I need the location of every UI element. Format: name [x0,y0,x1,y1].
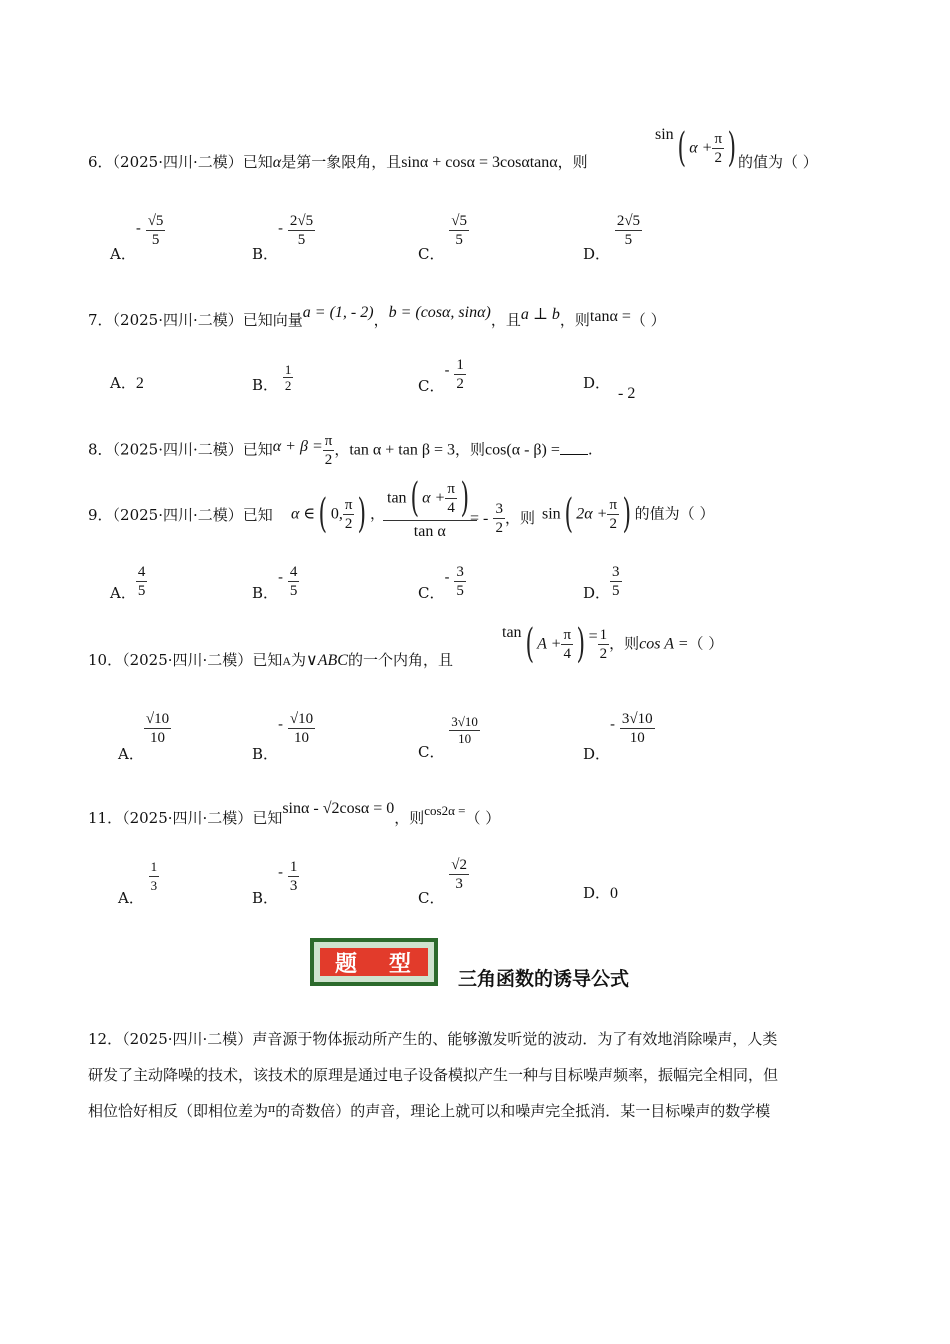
text: ，则 [394,809,425,827]
fraction [454,563,466,600]
option-label: A． [110,374,136,392]
q11-option-c[interactable] [418,856,469,907]
sign: - [278,218,284,237]
math: α [272,154,282,171]
section-badge [310,938,438,986]
denominator: 2 [609,515,618,532]
text: （ ） [465,809,501,827]
text: ，则 [559,311,590,329]
option-label: C． [418,888,445,907]
q11-option-a[interactable] [118,858,159,907]
fraction [493,500,505,537]
text: 相位恰好相反（即相位差为 [88,1102,269,1120]
numerator: π [714,130,723,147]
denominator: 5 [624,232,633,248]
numerator: √5 [147,213,164,229]
fraction [449,212,469,249]
fraction [144,710,171,747]
numerator: √10 [145,711,170,727]
denominator: 2 [284,378,292,393]
q9-option-b[interactable] [252,563,299,600]
math: A [282,654,291,668]
numerator: √10 [289,711,314,727]
sign: - [610,714,616,733]
numerator: π [609,496,618,513]
numerator: π [344,496,353,513]
text: 的值为（ ） [634,504,715,523]
math: sinα - √2cosα = 0 [282,800,395,817]
paren: ( [677,125,686,171]
denominator: 10 [294,730,309,746]
option-value: - 2 [618,385,636,402]
q10-expression [502,621,724,667]
math: π [268,1102,276,1115]
math: cos(α - β) = [485,441,560,459]
question-11 [88,800,501,829]
fraction [146,212,166,249]
text: ，则 [609,634,640,653]
math: tanα = [589,308,631,325]
option-label: B． [252,744,279,763]
numerator: 2√5 [616,213,641,229]
option-label: B． [252,583,279,602]
question-10 [88,650,453,671]
badge-char: 题 [334,951,359,977]
option-label: A． [110,583,136,602]
paragraph-line [88,1093,858,1131]
fraction [136,563,148,600]
text: 为 [291,651,307,669]
option-label: A． [118,744,144,763]
denominator: 5 [151,232,160,248]
denominator: 10 [149,730,165,746]
fraction [615,212,642,249]
question-number: 12． [88,1030,123,1048]
numerator: 2√5 [289,213,314,229]
fraction [288,710,315,747]
math: a ⊥ b [520,306,560,323]
question-source: （2025·四川·二模） [112,311,243,329]
q11-option-b[interactable] [252,858,299,907]
option-label: D． [583,744,611,763]
numerator: π [447,480,455,497]
section-title: 三角函数的诱导公式 [458,968,630,990]
numerator: 3√10 [451,714,478,729]
q9-option-d[interactable] [583,563,622,600]
numerator: 4 [137,564,146,580]
sign: - [444,567,450,586]
paren: ) [727,125,737,171]
math: = [588,627,598,645]
denominator: 3 [150,878,158,893]
text: ，且 [490,311,521,329]
paren: ( [318,491,328,537]
q10-option-b[interactable] [252,710,315,763]
numerator: 3 [456,564,464,580]
text: （ ） [630,311,666,329]
paren: ) [460,475,470,521]
fraction [288,212,315,249]
fraction [149,858,160,895]
fraction [323,432,335,469]
paren: ) [357,491,367,537]
paren: ( [564,491,573,537]
q10-option-c[interactable] [418,714,480,761]
denominator: 2 [344,515,353,532]
math: tan α [413,523,446,540]
numerator: 1 [149,858,160,877]
question-source: （2025·四川·二模） [112,440,243,459]
text: ， [373,311,389,329]
math-equation: sinα + cosα = 3cosαtanα [401,154,558,171]
question-source: （2025·四川·二模） [122,651,253,669]
denominator: 2 [456,376,464,392]
paren: ) [622,491,632,537]
paren: ) [576,621,586,667]
numerator: 3√10 [621,711,653,727]
q9-interval: α ∈( 0, $\frac{\pi}{2}$ ) ， [291,491,386,537]
fraction [445,480,457,517]
sign: - [278,862,284,881]
question-9 [88,505,273,525]
fraction [288,563,300,600]
q7-option-a[interactable] [110,372,144,393]
question-8: 8．（2025·四川·二模）已知α + β = $\frac{\pi}{2}$ ，tan α + tan β = 3，则cos(α - β) = . [88,433,593,468]
q9-rhs [470,500,535,537]
fraction [343,496,355,533]
paragraph-line [88,1021,858,1057]
numerator: 1 [289,859,298,875]
option-label: C． [418,742,445,761]
text: 的一个内角，且 [347,651,453,669]
math: A + [537,635,562,653]
question-number: 6． [88,153,113,171]
numerator: 3 [495,501,503,517]
question-source: （2025·四川·二模） [122,1030,253,1048]
math: tan α + tan β = 3 [349,441,456,459]
denominator: 4 [447,499,455,516]
q10-option-a[interactable] [118,710,171,763]
fraction [449,714,480,747]
text: 已知 [242,506,273,524]
sign: - [135,218,141,237]
question-source: （2025·四川·二模） [112,506,243,524]
option-label: B． [252,244,279,263]
numerator: √5 [451,213,467,229]
denominator: 5 [612,583,620,599]
sign: - [278,714,284,733]
question-number: 10． [88,651,123,669]
numerator: 4 [289,564,298,580]
q7-option-d[interactable] [583,372,636,402]
q9-option-a[interactable] [110,563,147,600]
fraction [283,362,294,393]
option-label: D． [583,583,611,602]
denominator: 10 [629,730,645,746]
badge-char: 型 [388,951,413,977]
numerator: 3 [612,564,620,580]
math: ∨ABC [306,652,348,669]
option-label: A． [118,888,144,907]
math: α + β = [272,437,323,455]
math: = - [470,510,489,527]
numerator: 1 [284,362,292,377]
denominator: 4 [563,645,571,662]
q9-option-c[interactable] [418,563,466,600]
option-label: C． [418,376,445,395]
question-7 [88,304,666,331]
fraction [610,563,622,600]
math: tan [387,489,407,507]
option-label: B． [252,888,279,907]
q9-target [542,491,715,537]
question-number: 9． [88,506,113,524]
text: ，则 [504,509,535,527]
text: （ ） [688,634,724,653]
badge-body [320,948,428,976]
question-6 [88,152,588,173]
text: 声音源于物体振动所产生的、能够激发听觉的波动．为了有效地消除噪声，人类 [252,1030,778,1048]
option-label: B． [252,375,279,394]
question-number: 7． [88,311,113,329]
denominator: 3 [289,878,298,894]
q7-option-c[interactable] [418,356,466,393]
paren: ( [525,621,534,667]
numerator: π [563,626,572,643]
math: 2α + [576,505,608,523]
denominator: 5 [137,583,146,599]
option-label: C． [418,244,445,263]
badge-frame [314,942,434,982]
option-label: D． [583,244,611,263]
option-label: A． [110,244,136,263]
q11-option-d[interactable] [583,882,618,903]
math: 0, [330,505,343,523]
answer-blank[interactable] [560,454,588,455]
denominator: 5 [455,232,463,248]
math: cos A = [639,635,689,653]
q6-option-b[interactable] [252,212,315,263]
denominator: 2 [495,520,503,536]
text: 已知 [252,651,283,669]
text: 是第一象限角，且 [281,153,402,171]
question-12 [88,1021,858,1131]
sign: - [278,567,284,586]
fraction [712,130,724,167]
text: 已知 [252,809,283,827]
text: 的奇数倍）的声音，理论上就可以和噪声完全抵消．某一目标噪声的数学模 [275,1102,771,1120]
fraction [454,356,466,393]
text: 已知 [242,153,273,171]
fraction [288,858,300,895]
numerator: π [324,433,333,449]
math: sin [655,125,674,143]
q7-option-b[interactable] [252,362,293,393]
option-value: 2 [135,375,144,392]
math: tan [502,623,522,641]
denominator: 5 [456,583,464,599]
math: α + [422,489,446,507]
q10-option-d[interactable] [583,710,655,763]
text: ，则 [557,153,588,171]
numerator: √2 [451,857,467,873]
numerator: 1 [599,626,608,643]
denominator: 2 [324,452,333,468]
math: α + [689,139,713,157]
option-label: D． [583,884,611,902]
question-source: （2025·四川·二模） [122,809,253,827]
fraction [449,856,469,893]
paragraph-line: 研发了主动降噪的技术，该技术的原理是通过电子设备模拟产生一种与目标噪声频率，振幅完全相同，但 [88,1066,779,1084]
q6-expression [655,125,740,171]
option-label: D． [583,374,611,392]
option-value: 0 [610,885,619,902]
fraction [620,710,655,747]
text: 已知 [242,440,273,459]
question-source: （2025·四川·二模） [112,153,243,171]
denominator: 3 [455,876,463,892]
q6-option-c[interactable] [418,212,469,263]
q6-tail: 的值为（ ） [738,153,818,171]
fraction [607,496,619,533]
option-label: C． [418,583,445,602]
denominator: 2 [599,645,608,662]
text: 已知向量 [242,311,303,329]
fraction [598,626,610,663]
denominator: 5 [297,232,306,248]
math-vector-b: b = (cosα, sinα) [388,304,491,321]
question-number: 8． [88,440,113,459]
denominator: 5 [289,583,298,599]
math-vector-a: a = (1, - 2) [302,304,374,321]
q6-option-a[interactable] [110,212,165,263]
denominator: 2 [714,149,723,166]
paren: ( [410,475,419,521]
text: . [587,440,593,459]
denominator: 10 [458,731,472,746]
q6-option-d[interactable] [583,212,642,263]
question-number: 11． [88,809,123,827]
numerator: 1 [456,357,464,373]
sign: - [444,360,450,379]
q9-big-fraction [383,475,477,541]
math: α ∈ [291,505,316,523]
fraction [561,626,573,663]
math: sin [542,505,561,523]
math: cos2α = [424,803,466,818]
